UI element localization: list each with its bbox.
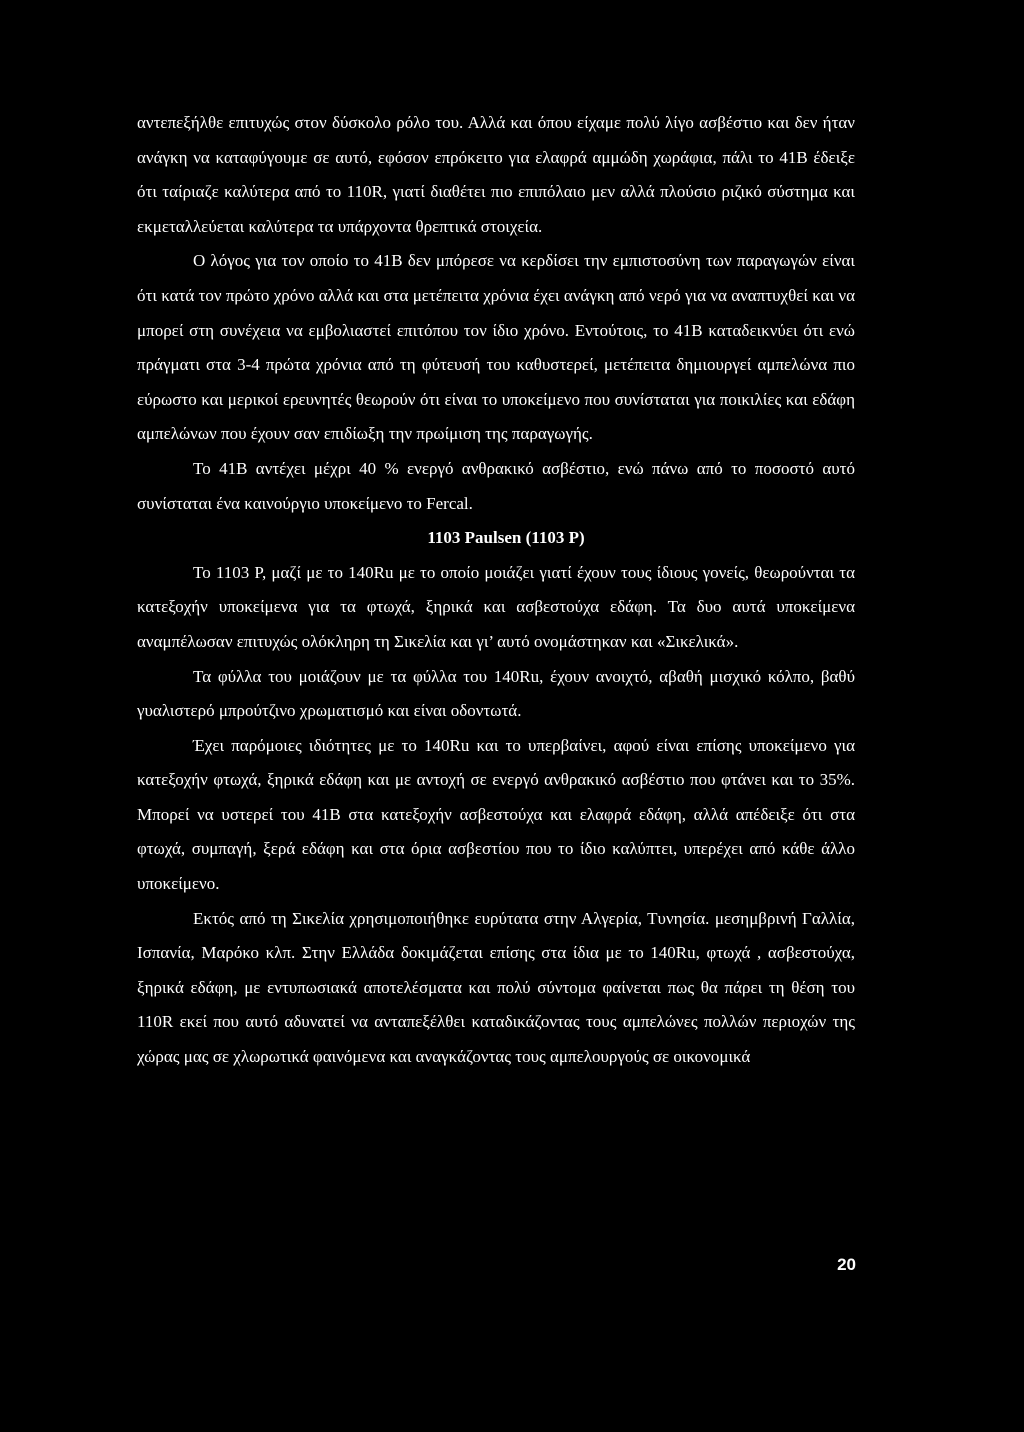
paragraph-2: Ο λόγος για τον οποίο το 41Β δεν μπόρεσε να κερδίσει την εμπιστοσύνη των παραγωγών είναι ότι κατά τον πρώτο χρόνο αλλά και στα μετέπειτα χρόνια έχει ανάγκη από νερό για να αναπτυχθεί και να μπορεί στη συνέχεια να εμβολιαστεί επιτόπου τον ίδιο χρόνο. Εντούτοις, το 41Β καταδεικνύει ότι ενώ πράγματι στα 3-4 πρώτα χρόνια από τη φύτευσή του καθυστερεί, μετέπειτα δημιουργεί αμπελώνα πιο εύρωστο και μερικοί ερευνητές θεωρούν ότι είναι το υποκείμενο που συνίσταται για ποικιλίες και εδάφη αμπελώνων που έχουν σαν επιδίωξη την πρωίμιση της παραγωγής. <box>137 251 855 444</box>
section-heading: 1103 Paulsen (1103 P) <box>427 528 585 548</box>
section-paragraph-2: Τα φύλλα του μοιάζουν με τα φύλλα του 140Ru, έχουν ανοιχτό, αβαθή μισχικό κόλπο, βαθύ γυαλιστερό μπρούτζινο χρωματισμό και είναι οδοντωτά. <box>137 666 855 721</box>
section-paragraph-1: Το 1103 P, μαζί με το 140Ru με το οποίο μοιάζει γιατί έχουν τους ίδιους γονείς, θεωρούνται τα κατεξοχήν υποκείμενα για τα φτωχά, ξηρικά και ασβεστούχα εδάφη. Τα δυο αυτά υποκείμενα αναμπέλωσαν επιτυχώς ολόκληρη τη Σικελία και γι’ αυτό ονομάστηκαν και «Σικελικά». <box>137 562 855 651</box>
section-paragraph-3: Έχει παρόμοιες ιδιότητες με το 140Ru και το υπερβαίνει, αφού είναι επίσης υποκείμενο για κατεξοχήν φτωχά, ξηρικά εδάφη και με αντοχή σε ενεργό ανθρακικό ασβέστιο που φτάνει και το 35%. Μπορεί να υστερεί του 41Β στα κατεξοχήν ασβεστούχα και ελαφρά εδάφη, αλλά απέδειξε ότι στα φτωχά, συμπαγή, ξερά εδάφη και στα όρια ασβεστίου που το ίδιο καλύπτει, υπερέχει από κάθε άλλο υποκείμενο. <box>137 735 855 894</box>
page-number: 20 <box>837 1255 856 1274</box>
paragraph-3: Το 41Β αντέχει μέχρι 40 % ενεργό ανθρακικό ασβέστιο, ενώ πάνω από το ποσοστό αυτό συνίσταται ένα καινούργιο υποκείμενο το Fercal. <box>137 458 855 513</box>
paragraph-1: αντεπεξήλθε επιτυχώς στον δύσκολο ρόλο του. Αλλά και όπου είχαμε πολύ λίγο ασβέστιο και δεν ήταν ανάγκη να καταφύγουμε σε αυτό, εφόσον επρόκειτο για ελαφρά αμμώδη χωράφια, πάλι το 41Β έδειξε ότι ταίριαζε καλύτερα από το 110R, γιατί διαθέτει πιο επιπόλαιο μεν αλλά πλούσιο ριζικό σύστημα και εκμεταλλεύεται καλύτερα τα υπάρχοντα θρεπτικά στοιχεία. <box>137 113 855 236</box>
section-paragraph-4: Εκτός από τη Σικελία χρησιμοποιήθηκε ευρύτατα στην Αλγερία, Τυνησία. μεσημβρινή Γαλλία, Ισπανία, Μαρόκο κλπ. Στην Ελλάδα δοκιμάζεται επίσης στα ίδια με το 140Ru, φτωχά , ασβεστούχα, ξηρικά εδάφη, με εντυπωσιακά αποτελέσματα και πολύ σύντομα φαίνεται πως θα πάρει τη θέση του 110R εκεί που αυτό αδυνατεί να ανταπεξέλθει καταδικάζοντας τους αμπελώνες πολλών περιοχών της χώρας μας σε χλωρωτικά φαινόμενα και αναγκάζοντας τους αμπελουργούς σε οικονομικά <box>137 908 855 1067</box>
document-body <box>137 106 855 1075</box>
